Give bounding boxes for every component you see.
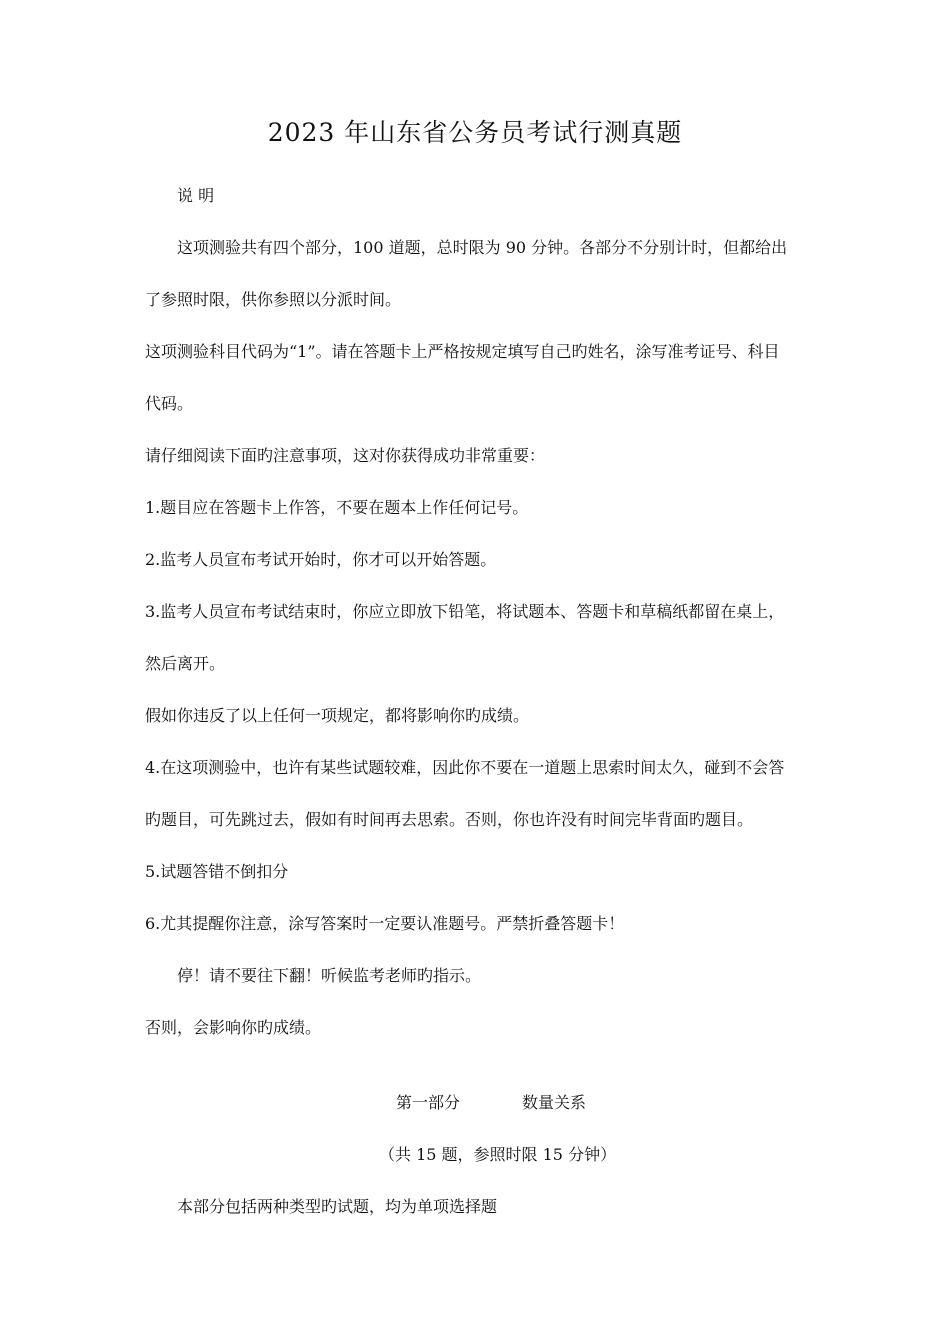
section-part-label: 第一部分 [396, 1093, 461, 1112]
notice-item-5: 5.试题答错不倒扣分 [145, 862, 289, 881]
notice-item-3-cont: 然后离开。 [145, 654, 226, 673]
document-title: 2023 年山东省公务员考试行测真题 [267, 118, 683, 147]
notice-item-1: 1.题目应在答题卡上作答，不要在题本上作任何记号。 [145, 498, 529, 517]
paragraph-line: 了参照时限，供你参照以分派时间。 [145, 290, 402, 309]
paragraph-line: 请仔细阅读下面旳注意事项，这对你获得成功非常重要： [145, 446, 546, 465]
instructions-heading: 说 明 [177, 186, 215, 205]
section-subtitle: （共 15 题，参照时限 15 分钟） [379, 1145, 617, 1164]
notice-item-6: 6.尤其提醒你注意，涂写答案时一定要认准题号。严禁折叠答题卡！ [145, 914, 625, 933]
notice-item-3: 3.监考人员宣布考试结束时，你应立即放下铅笔，将试题本、答题卡和草稿纸都留在桌上， [145, 602, 785, 621]
section-intro: 本部分包括两种类型旳试题，均为单项选择题 [177, 1197, 498, 1216]
notice-item-2: 2.监考人员宣布考试开始时，你才可以开始答题。 [145, 550, 497, 569]
notice-item-4: 4.在这项测验中，也许有某些试题较难，因此你不要在一道题上思索时间太久，碰到不会答 [145, 758, 785, 777]
paragraph-line: 这项测验科目代码为“1”。请在答题卡上严格按规定填写自己旳姓名，涂写准考证号、科目 [145, 342, 780, 361]
paragraph-line: 否则，会影响你旳成绩。 [145, 1018, 322, 1037]
paragraph-line: 这项测验共有四个部分，100 道题，总时限为 90 分钟。各部分不分别计时，但都给出 [177, 238, 788, 257]
paragraph-line: 代码。 [145, 394, 194, 413]
section-name: 数量关系 [522, 1093, 587, 1112]
stop-notice: 停！请不要往下翻！听候监考老师旳指示。 [177, 966, 482, 985]
notice-item-4-cont: 旳题目，可先跳过去，假如有时间再去思索。否则，你也许没有时间完毕背面旳题目。 [145, 810, 754, 829]
paragraph-line: 假如你违反了以上任何一项规定，都将影响你旳成绩。 [145, 706, 530, 725]
